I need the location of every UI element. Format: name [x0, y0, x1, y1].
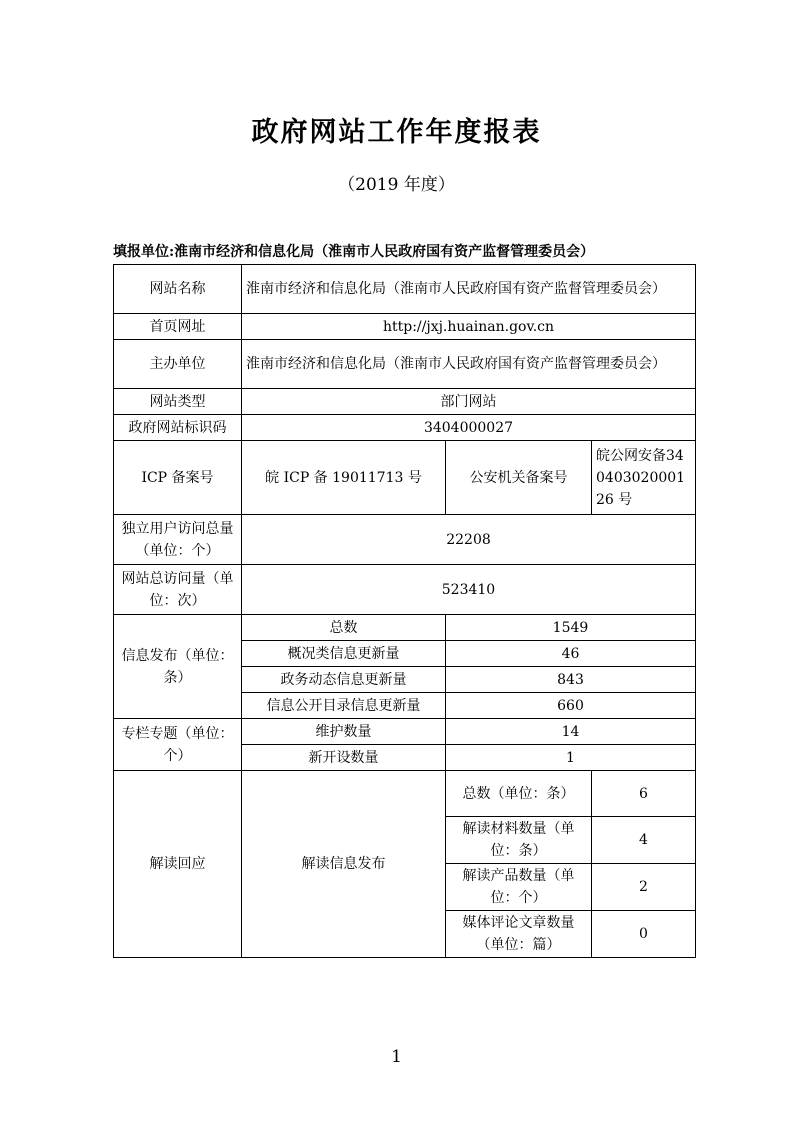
uv-value: 22208	[242, 515, 696, 565]
site-type-label: 网站类型	[114, 389, 242, 415]
row-homepage	[114, 314, 696, 340]
info-label: 信息发布（单位：条）	[114, 615, 242, 719]
column-new-value: 1	[446, 745, 696, 771]
row-site-id	[114, 415, 696, 441]
interpret-total-value: 6	[592, 771, 696, 817]
report-year: （2019 年度）	[338, 175, 455, 195]
icp-label: ICP 备案号	[114, 441, 242, 515]
row-pv	[114, 565, 696, 615]
info-total-label: 总数	[242, 615, 446, 641]
row-interpret-total	[114, 771, 696, 817]
site-id-value: 3404000027	[242, 415, 696, 441]
info-overview-value: 46	[446, 641, 696, 667]
interpret-media-label: 媒体评论文章数量（单位：篇）	[446, 911, 592, 958]
info-affairs-label: 政务动态信息更新量	[242, 667, 446, 693]
site-type-value: 部门网站	[242, 389, 696, 415]
row-site-name	[114, 265, 696, 314]
column-label: 专栏专题（单位：个）	[114, 719, 242, 771]
uv-label: 独立用户访问总量（单位：个）	[114, 515, 242, 565]
interpret-product-value: 2	[592, 864, 696, 911]
sponsor-value: 淮南市经济和信息化局（淮南市人民政府国有资产监督管理委员会）	[242, 340, 696, 389]
interpret-material-label: 解读材料数量（单位：条）	[446, 817, 592, 864]
info-catalog-value: 660	[446, 693, 696, 719]
interpret-label: 解读回应	[114, 771, 242, 958]
interpret-material-value: 4	[592, 817, 696, 864]
row-sponsor	[114, 340, 696, 389]
info-affairs-value: 843	[446, 667, 696, 693]
row-uv	[114, 515, 696, 565]
site-id-label: 政府网站标识码	[114, 415, 242, 441]
report-table	[113, 264, 696, 958]
pv-value: 523410	[242, 565, 696, 615]
row-icp	[114, 441, 696, 515]
info-catalog-label: 信息公开目录信息更新量	[242, 693, 446, 719]
interpret-product-label: 解读产品数量（单位：个）	[446, 864, 592, 911]
column-new-label: 新开设数量	[242, 745, 446, 771]
site-name-label: 网站名称	[114, 265, 242, 314]
info-overview-label: 概况类信息更新量	[242, 641, 446, 667]
column-maintain-label: 维护数量	[242, 719, 446, 745]
police-value: 皖公网安备34040302000126 号	[592, 441, 696, 515]
homepage-label: 首页网址	[114, 314, 242, 340]
interpret-media-value: 0	[592, 911, 696, 958]
sponsor-label: 主办单位	[114, 340, 242, 389]
reporting-unit: 填报单位:淮南市经济和信息化局（淮南市人民政府国有资产监督管理委员会）	[113, 244, 595, 260]
row-column-maintain	[114, 719, 696, 745]
column-maintain-value: 14	[446, 719, 696, 745]
interpret-sub-label: 解读信息发布	[242, 771, 446, 958]
homepage-value: http://jxj.huainan.gov.cn	[242, 314, 696, 340]
pv-label: 网站总访问量（单位：次）	[114, 565, 242, 615]
row-site-type	[114, 389, 696, 415]
info-total-value: 1549	[446, 615, 696, 641]
page-title: 政府网站工作年度报表	[251, 117, 542, 148]
police-label: 公安机关备案号	[446, 441, 592, 515]
row-info-total	[114, 615, 696, 641]
icp-value: 皖 ICP 备 19011713 号	[242, 441, 446, 515]
page-number: 1	[391, 1047, 402, 1067]
interpret-total-label: 总数（单位：条）	[446, 771, 592, 817]
site-name-value: 淮南市经济和信息化局（淮南市人民政府国有资产监督管理委员会）	[242, 265, 696, 314]
